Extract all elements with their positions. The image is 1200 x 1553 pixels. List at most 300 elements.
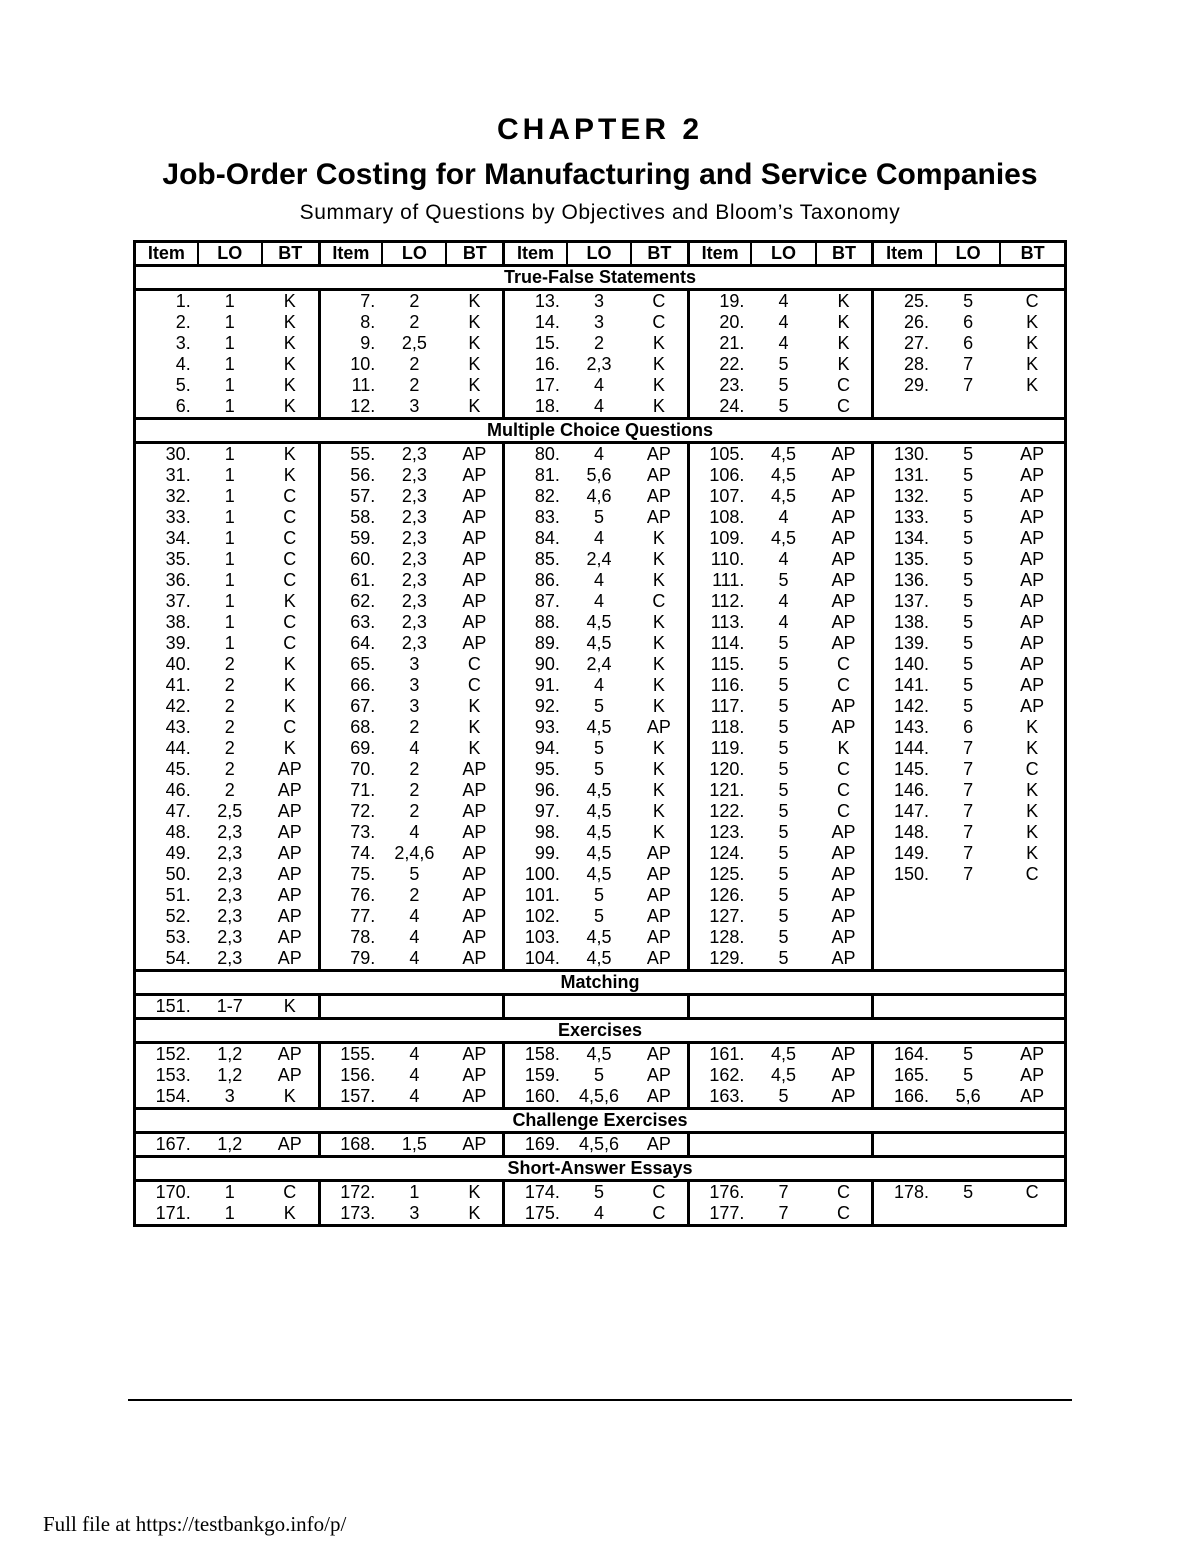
bloom-level-cell: K <box>1026 333 1039 353</box>
bloom-level-cell: K <box>652 780 665 800</box>
column-header-lo: LO <box>382 242 446 266</box>
learning-objective-cell: 4,5 <box>771 444 797 464</box>
learning-objective-cell: 2 <box>224 738 235 758</box>
bloom-level-cell: K <box>283 312 296 332</box>
bloom-level-cell: AP <box>646 717 671 737</box>
bloom-level-cell: AP <box>646 843 671 863</box>
item-number-cell: 91. <box>504 675 567 696</box>
bloom-level-cell: AP <box>1020 444 1045 464</box>
item-number-cell: 7. <box>319 290 382 313</box>
item-number-cell: 28. <box>873 354 936 375</box>
bloom-level-cell: AP <box>1020 633 1045 653</box>
page-divider <box>128 1399 1072 1401</box>
learning-objective-cell: 7 <box>963 780 974 800</box>
learning-objective-cell: 2,3 <box>401 570 427 590</box>
learning-objective-cell: 4 <box>778 612 789 632</box>
bloom-level-cell: K <box>652 396 665 416</box>
section-header-row <box>135 266 1066 290</box>
bloom-level-cell: K <box>283 444 296 464</box>
learning-objective-cell: 2,5 <box>217 801 243 821</box>
item-number-cell <box>688 995 751 1019</box>
item-number-cell: 26. <box>873 312 936 333</box>
bloom-level-cell: AP <box>831 906 856 926</box>
item-number-cell: 35. <box>165 549 191 569</box>
item-number-cell: 127. <box>688 906 751 927</box>
item-number-cell: 164. <box>873 1043 936 1066</box>
bloom-level-cell: C <box>283 717 297 737</box>
item-number-cell: 52. <box>165 906 191 926</box>
item-number-cell: 78. <box>319 927 382 948</box>
learning-objective-cell: 1,2 <box>217 1065 243 1085</box>
bloom-level-cell: AP <box>831 633 856 653</box>
learning-objective-cell: 2 <box>224 717 235 737</box>
learning-objective-cell: 4 <box>593 444 604 464</box>
learning-objective-cell: 4,5 <box>586 864 612 884</box>
learning-objective-cell: 1 <box>224 570 235 590</box>
item-number-cell: 49. <box>165 843 191 863</box>
table-body <box>135 266 1066 1226</box>
item-number-cell: 113. <box>688 612 751 633</box>
bloom-level-cell <box>1000 906 1065 927</box>
bloom-level-cell: C <box>836 759 850 779</box>
learning-objective-cell: 4,5 <box>586 822 612 842</box>
item-number-cell: 41. <box>165 675 191 695</box>
bloom-level-cell: K <box>1026 822 1039 842</box>
item-number-cell: 143. <box>873 717 936 738</box>
bloom-level-cell: AP <box>1020 1065 1045 1085</box>
learning-objective-cell: 7 <box>963 759 974 779</box>
item-number-cell: 21. <box>688 333 751 354</box>
learning-objective-cell: 5 <box>963 570 974 590</box>
bloom-level-cell: AP <box>646 927 671 947</box>
learning-objective-cell: 2,3 <box>217 906 243 926</box>
bloom-level-cell: K <box>837 738 850 758</box>
item-number-cell: 128. <box>688 927 751 948</box>
learning-objective-cell: 5 <box>963 291 974 311</box>
learning-objective-cell: 1 <box>224 1182 235 1202</box>
table-row <box>135 995 1066 1019</box>
learning-objective-cell: 7 <box>963 354 974 374</box>
learning-objective-cell: 2 <box>409 885 420 905</box>
learning-objective-cell: 2,3 <box>401 444 427 464</box>
item-number-cell: 161. <box>688 1043 751 1066</box>
learning-objective-cell: 6 <box>963 312 974 332</box>
learning-objective-cell: 5 <box>963 612 974 632</box>
item-number-cell: 120. <box>688 759 751 780</box>
table-row <box>135 633 1066 654</box>
learning-objective-cell: 5 <box>593 885 604 905</box>
learning-objective-cell: 2,5 <box>401 333 427 353</box>
summary-caption: Summary of Questions by Objectives and Bloom’s Taxonomy <box>299 201 901 224</box>
learning-objective-cell: 5 <box>778 570 789 590</box>
bloom-level-cell: K <box>652 654 665 674</box>
item-number-cell: 90. <box>504 654 567 675</box>
item-number-cell: 75. <box>319 864 382 885</box>
learning-objective-cell: 1 <box>224 333 235 353</box>
learning-objective-cell: 5 <box>778 864 789 884</box>
bloom-level-cell: AP <box>831 507 856 527</box>
bloom-level-cell: AP <box>831 717 856 737</box>
learning-objective-cell: 4,5 <box>586 927 612 947</box>
learning-objective-cell: 3 <box>409 654 420 674</box>
bloom-level-cell: C <box>652 291 666 311</box>
learning-objective-cell: 5 <box>778 801 789 821</box>
item-number-cell: 92. <box>504 696 567 717</box>
learning-objective-cell: 5 <box>963 591 974 611</box>
bloom-level-cell: AP <box>646 465 671 485</box>
bloom-level-cell: AP <box>831 1086 856 1106</box>
item-number-cell: 137. <box>873 591 936 612</box>
bloom-level-cell: K <box>1026 717 1039 737</box>
bloom-level-cell: AP <box>1020 1086 1045 1106</box>
bloom-level-cell: K <box>468 738 481 758</box>
bloom-level-cell <box>1000 948 1065 971</box>
learning-objective-cell: 5 <box>778 396 789 416</box>
learning-objective-cell: 4 <box>409 1065 420 1085</box>
bloom-level-cell: AP <box>462 465 487 485</box>
item-number-cell: 96. <box>504 780 567 801</box>
item-number-cell: 71. <box>319 780 382 801</box>
learning-objective-cell: 5 <box>778 948 789 968</box>
item-number-cell: 76. <box>319 885 382 906</box>
item-number-cell: 145. <box>873 759 936 780</box>
item-number-cell: 80. <box>504 443 567 466</box>
learning-objective-cell: 2,3 <box>217 864 243 884</box>
bloom-level-cell: K <box>1026 738 1039 758</box>
learning-objective-cell: 2 <box>409 801 420 821</box>
column-header-it: Item <box>873 242 936 266</box>
learning-objective-cell: 5 <box>778 717 789 737</box>
bloom-level-cell: K <box>468 354 481 374</box>
item-number-cell: 124. <box>688 843 751 864</box>
learning-objective-cell: 5 <box>778 633 789 653</box>
learning-objective-cell: 4 <box>593 375 604 395</box>
learning-objective-cell: 3 <box>409 696 420 716</box>
section-title: True-False Statements <box>135 266 1066 290</box>
table-row <box>135 333 1066 354</box>
bloom-level-cell <box>816 995 873 1019</box>
chapter-title: Job-Order Costing for Manufacturing and Service Companies <box>162 158 1038 191</box>
bloom-level-cell: AP <box>277 801 302 821</box>
learning-objective-cell: 4,5 <box>771 528 797 548</box>
item-number-cell: 66. <box>319 675 382 696</box>
bloom-level-cell <box>1000 1203 1065 1226</box>
bloom-level-cell: K <box>283 291 296 311</box>
learning-objective-cell <box>751 1133 815 1157</box>
bloom-level-cell: K <box>837 333 850 353</box>
bloom-level-cell: AP <box>831 549 856 569</box>
item-number-cell: 115. <box>688 654 751 675</box>
table-row <box>135 507 1066 528</box>
learning-objective-cell: 4,5 <box>586 801 612 821</box>
bloom-level-cell: K <box>468 312 481 332</box>
learning-objective-cell: 5 <box>963 486 974 506</box>
table-row <box>135 759 1066 780</box>
learning-objective-cell: 5 <box>778 354 789 374</box>
bloom-level-cell: C <box>836 801 850 821</box>
footer-note: Full file at https://testbankgo.info/p/ <box>43 1512 347 1536</box>
learning-objective-cell: 5 <box>778 822 789 842</box>
item-number-cell: 160. <box>504 1086 567 1109</box>
bloom-level-cell: K <box>1026 312 1039 332</box>
item-number-cell: 25. <box>873 290 936 313</box>
item-number-cell: 125. <box>688 864 751 885</box>
bloom-level-cell: AP <box>462 633 487 653</box>
bloom-level-cell: AP <box>646 906 671 926</box>
bloom-level-cell: C <box>652 1182 666 1202</box>
item-number-cell: 108. <box>688 507 751 528</box>
item-number-cell: 6. <box>175 396 191 416</box>
learning-objective-cell <box>936 995 1000 1019</box>
learning-objective-cell <box>567 995 631 1019</box>
learning-objective-cell: 5 <box>778 843 789 863</box>
learning-objective-cell: 5,6 <box>955 1086 981 1106</box>
column-header-it: Item <box>319 242 382 266</box>
section-header-row <box>135 1109 1066 1133</box>
item-number-cell: 36. <box>165 570 191 590</box>
item-number-cell: 100. <box>504 864 567 885</box>
table-row <box>135 906 1066 927</box>
learning-objective-cell: 4 <box>778 591 789 611</box>
learning-objective-cell: 1 <box>224 396 235 416</box>
bloom-level-cell: AP <box>831 864 856 884</box>
section-title: Challenge Exercises <box>135 1109 1066 1133</box>
bloom-level-cell: AP <box>462 843 487 863</box>
item-number-cell: 45. <box>165 759 191 779</box>
table-row <box>135 738 1066 759</box>
bloom-level-cell: K <box>652 549 665 569</box>
item-number-cell <box>873 1203 936 1226</box>
bloom-level-cell <box>1000 396 1065 419</box>
item-number-cell: 129. <box>688 948 751 971</box>
item-number-cell: 55. <box>319 443 382 466</box>
item-number-cell: 176. <box>688 1181 751 1204</box>
learning-objective-cell: 2,3 <box>217 948 243 968</box>
item-number-cell <box>873 885 936 906</box>
item-number-cell: 82. <box>504 486 567 507</box>
item-number-cell: 16. <box>504 354 567 375</box>
bloom-level-cell: C <box>283 486 297 506</box>
bloom-level-cell: K <box>652 354 665 374</box>
learning-objective-cell: 5 <box>963 633 974 653</box>
bloom-level-cell: AP <box>831 843 856 863</box>
item-number-cell: 153. <box>155 1065 191 1085</box>
item-number-cell: 167. <box>155 1134 191 1154</box>
item-number-cell: 122. <box>688 801 751 822</box>
bloom-level-cell: AP <box>1020 591 1045 611</box>
learning-objective-cell: 2,3 <box>401 633 427 653</box>
bloom-level-cell: K <box>468 717 481 737</box>
bloom-level-cell: AP <box>277 822 302 842</box>
bloom-level-cell: AP <box>277 843 302 863</box>
item-number-cell: 47. <box>165 801 191 821</box>
learning-objective-cell: 4 <box>409 948 420 968</box>
bloom-level-cell: K <box>468 375 481 395</box>
header-row <box>135 242 1066 266</box>
item-number-cell: 15. <box>504 333 567 354</box>
column-header-bt: BT <box>262 242 319 266</box>
bloom-level-cell: C <box>1025 1182 1039 1202</box>
learning-objective-cell: 4 <box>409 1086 420 1106</box>
learning-objective-cell: 2,3 <box>401 591 427 611</box>
item-number-cell: 3. <box>175 333 191 353</box>
learning-objective-cell: 5 <box>778 375 789 395</box>
item-number-cell: 79. <box>319 948 382 971</box>
learning-objective-cell: 3 <box>409 396 420 416</box>
learning-objective-cell: 5 <box>593 906 604 926</box>
learning-objective-cell: 4 <box>409 822 420 842</box>
bloom-level-cell: AP <box>462 570 487 590</box>
bloom-level-cell: AP <box>646 1065 671 1085</box>
bloom-level-cell: AP <box>1020 507 1045 527</box>
bloom-level-cell: AP <box>462 1134 487 1154</box>
bloom-level-cell: K <box>652 612 665 632</box>
table-row <box>135 354 1066 375</box>
learning-objective-cell: 4 <box>778 549 789 569</box>
bloom-level-cell <box>1000 885 1065 906</box>
item-number-cell: 99. <box>504 843 567 864</box>
bloom-level-cell: K <box>1026 843 1039 863</box>
learning-objective-cell: 2,3 <box>401 528 427 548</box>
learning-objective-cell: 2,3 <box>401 549 427 569</box>
item-number-cell: 85. <box>504 549 567 570</box>
bloom-level-cell: AP <box>462 486 487 506</box>
item-number-cell: 130. <box>873 443 936 466</box>
item-number-cell: 5. <box>175 375 191 395</box>
learning-objective-cell: 4 <box>409 906 420 926</box>
learning-objective-cell: 5 <box>778 885 789 905</box>
bloom-level-cell <box>1000 927 1065 948</box>
learning-objective-cell: 3 <box>409 1203 420 1223</box>
item-number-cell: 157. <box>319 1086 382 1109</box>
learning-objective-cell: 2,4 <box>586 549 612 569</box>
item-number-cell: 53. <box>165 927 191 947</box>
bloom-level-cell: AP <box>462 822 487 842</box>
table-row <box>135 948 1066 971</box>
learning-objective-cell <box>382 995 446 1019</box>
learning-objective-cell: 2,3 <box>401 486 427 506</box>
bloom-level-cell: AP <box>1020 654 1045 674</box>
item-number-cell: 168. <box>319 1133 382 1157</box>
item-number-cell: 126. <box>688 885 751 906</box>
table-row <box>135 927 1066 948</box>
table-row <box>135 885 1066 906</box>
item-number-cell: 95. <box>504 759 567 780</box>
table-row <box>135 696 1066 717</box>
learning-objective-cell: 4 <box>778 291 789 311</box>
bloom-level-cell: C <box>1025 291 1039 311</box>
learning-objective-cell: 4,5 <box>586 948 612 968</box>
learning-objective-cell: 4 <box>593 591 604 611</box>
item-number-cell: 156. <box>319 1065 382 1086</box>
learning-objective-cell: 2 <box>593 333 604 353</box>
bloom-level-cell: AP <box>831 1065 856 1085</box>
bloom-level-cell: K <box>283 396 296 416</box>
item-number-cell: 178. <box>873 1181 936 1204</box>
item-number-cell: 30. <box>165 444 191 464</box>
bloom-level-cell: AP <box>1020 675 1045 695</box>
table-row <box>135 1181 1066 1204</box>
learning-objective-cell: 1 <box>224 507 235 527</box>
item-number-cell <box>873 927 936 948</box>
learning-objective-cell: 1,5 <box>401 1134 427 1154</box>
learning-objective-cell: 4,5 <box>586 843 612 863</box>
bloom-level-cell: K <box>468 696 481 716</box>
bloom-level-cell: AP <box>831 696 856 716</box>
bloom-level-cell: AP <box>1020 486 1045 506</box>
item-number-cell: 37. <box>165 591 191 611</box>
bloom-level-cell: AP <box>831 444 856 464</box>
bloom-level-cell: AP <box>277 780 302 800</box>
item-number-cell: 98. <box>504 822 567 843</box>
bloom-level-cell: AP <box>831 612 856 632</box>
bloom-level-cell: C <box>836 780 850 800</box>
bloom-level-cell: K <box>652 375 665 395</box>
item-number-cell <box>873 995 936 1019</box>
item-number-cell: 69. <box>319 738 382 759</box>
table-row <box>135 528 1066 549</box>
bloom-level-cell: C <box>283 1182 297 1202</box>
learning-objective-cell: 3 <box>593 291 604 311</box>
bloom-level-cell: AP <box>462 801 487 821</box>
learning-objective-cell: 1 <box>224 549 235 569</box>
learning-objective-cell: 5 <box>778 1086 789 1106</box>
column-header-it: Item <box>135 242 198 266</box>
learning-objective-cell: 2,3 <box>217 885 243 905</box>
learning-objective-cell: 6 <box>963 717 974 737</box>
bloom-level-cell: AP <box>1020 1044 1045 1064</box>
learning-objective-cell: 7 <box>963 822 974 842</box>
bloom-level-cell <box>816 1133 873 1157</box>
learning-objective-cell: 1 <box>224 465 235 485</box>
item-number-cell: 119. <box>688 738 751 759</box>
bloom-level-cell: AP <box>277 864 302 884</box>
item-number-cell: 67. <box>319 696 382 717</box>
bloom-level-cell: K <box>837 312 850 332</box>
item-number-cell: 13. <box>504 290 567 313</box>
item-number-cell <box>504 995 567 1019</box>
bloom-level-cell: C <box>283 633 297 653</box>
learning-objective-cell: 2 <box>224 675 235 695</box>
item-number-cell: 117. <box>688 696 751 717</box>
item-number-cell: 89. <box>504 633 567 654</box>
learning-objective-cell: 5 <box>778 696 789 716</box>
bloom-level-cell: AP <box>277 906 302 926</box>
item-number-cell: 56. <box>319 465 382 486</box>
section-title: Exercises <box>135 1019 1066 1043</box>
learning-objective-cell <box>936 885 1000 906</box>
bloom-level-cell: K <box>283 333 296 353</box>
item-number-cell: 177. <box>688 1203 751 1226</box>
bloom-level-cell: AP <box>277 759 302 779</box>
learning-objective-cell: 1-7 <box>216 996 243 1016</box>
bloom-level-cell: C <box>836 396 850 416</box>
bloom-level-cell: K <box>1026 780 1039 800</box>
bloom-level-cell: AP <box>831 927 856 947</box>
bloom-level-cell: K <box>468 1203 481 1223</box>
item-number-cell: 136. <box>873 570 936 591</box>
item-number-cell: 158. <box>504 1043 567 1066</box>
table-row <box>135 1203 1066 1226</box>
learning-objective-cell: 4 <box>593 570 604 590</box>
learning-objective-cell: 2,3 <box>401 612 427 632</box>
item-number-cell: 110. <box>688 549 751 570</box>
learning-objective-cell: 2 <box>224 696 235 716</box>
learning-objective-cell: 1 <box>224 486 235 506</box>
learning-objective-cell <box>936 396 1000 419</box>
item-number-cell: 166. <box>873 1086 936 1109</box>
learning-objective-cell: 4,5 <box>586 633 612 653</box>
